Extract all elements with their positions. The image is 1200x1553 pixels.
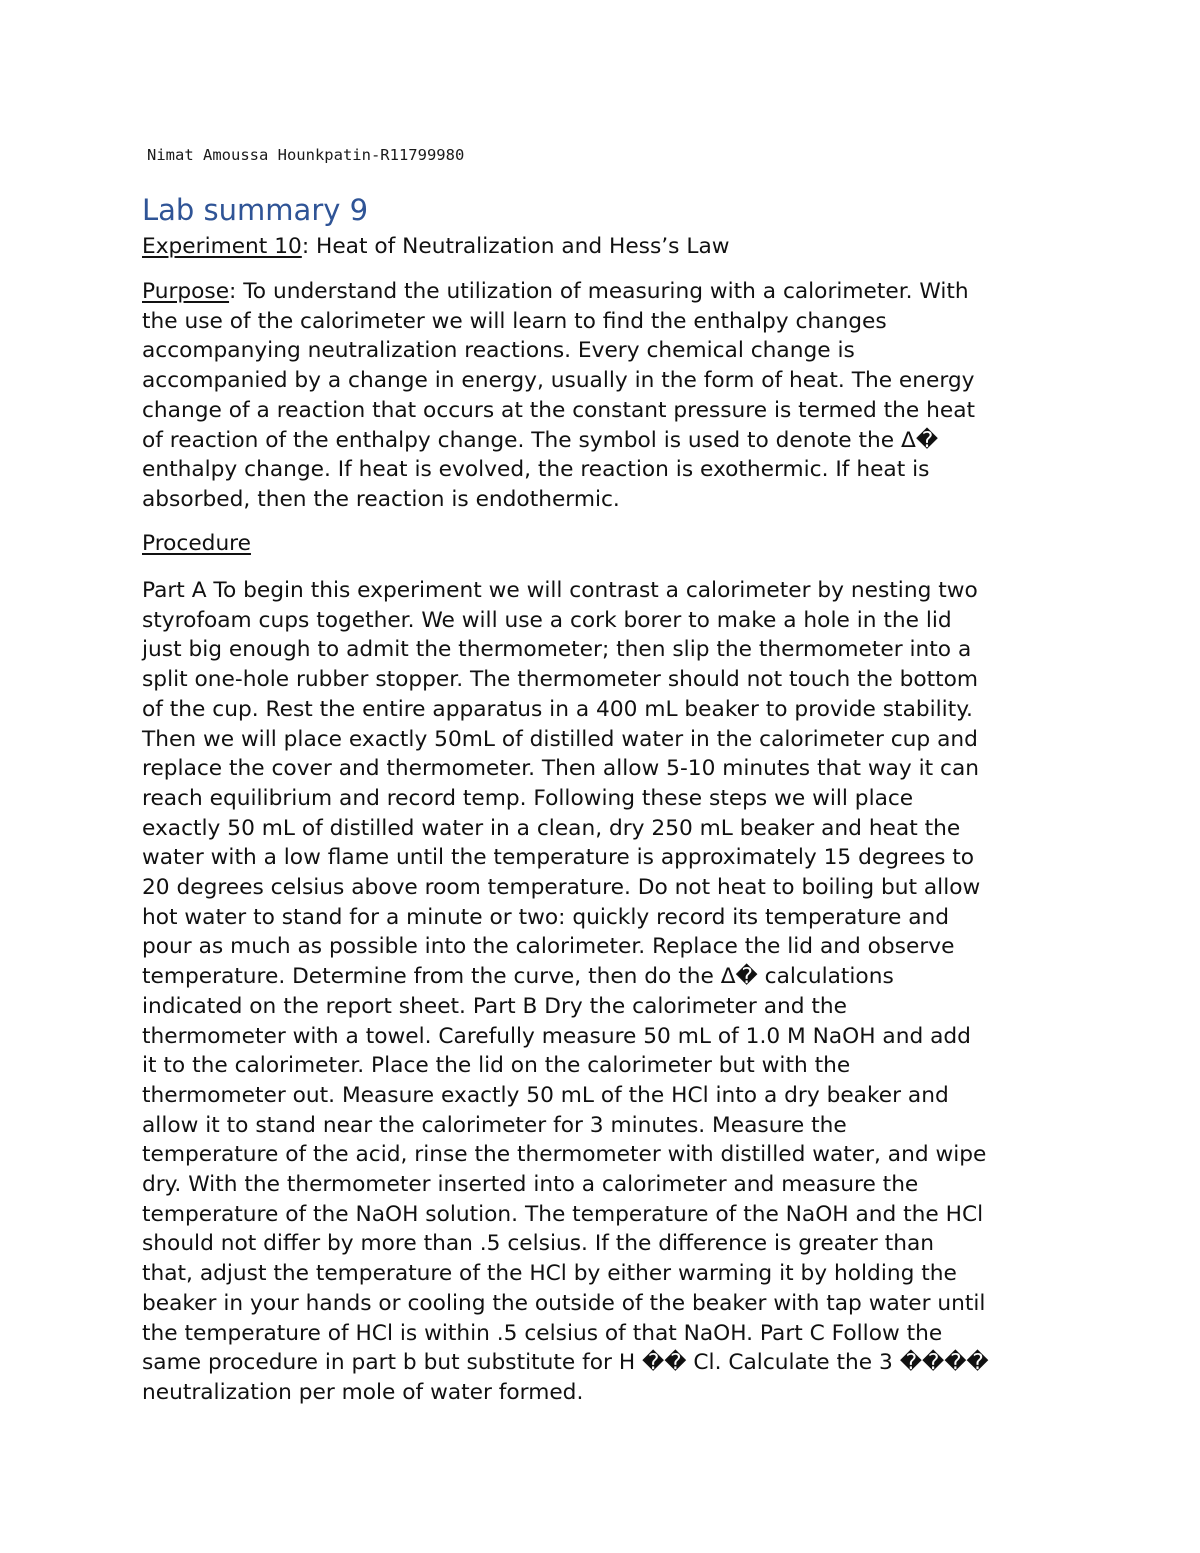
procedure-line: that, adjust the temperature of the HCl by either warming it by holding the	[142, 1261, 957, 1287]
procedure-line: temperature. Determine from the curve, then do the Δ� calculations	[142, 964, 894, 990]
procedure-line: the temperature of HCl is within .5 celsius of that NaOH. Part C Follow the	[142, 1320, 943, 1346]
procedure-line: it to the calorimeter. Place the lid on the calorimeter but with the	[142, 1053, 851, 1079]
procedure-line: water with a low flame until the temperature is approximately 15 degrees to	[142, 845, 975, 871]
purpose-line: Purpose: To understand the utilization of measuring with a calorimeter. With	[142, 279, 969, 304]
purpose-line: the use of the calorimeter we will learn to find the enthalpy changes	[142, 308, 887, 334]
procedure-line: should not differ by more than .5 celsius. If the difference is greater than	[142, 1231, 934, 1257]
procedure-line: Then we will place exactly 50mL of distilled water in the calorimeter cup and	[142, 726, 978, 752]
procedure-line: hot water to stand for a minute or two: quickly record its temperature and	[142, 904, 950, 930]
experiment-line	[142, 232, 1072, 262]
procedure-line: just big enough to admit the thermometer; then slip the thermometer into a	[142, 637, 972, 663]
purpose-paragraph	[142, 277, 1072, 515]
procedure-line: allow it to stand near the calorimeter for 3 minutes. Measure the	[142, 1112, 847, 1138]
purpose-label: Purpose	[142, 279, 230, 304]
experiment-title: Heat of Neutralization and Hess’s Law	[309, 234, 730, 259]
purpose-line: enthalpy change. If heat is evolved, the reaction is exothermic. If heat is	[142, 457, 930, 483]
purpose-line: accompanied by a change in energy, usually in the form of heat. The energy	[142, 368, 975, 394]
procedure-line: same procedure in part b but substitute for H �� Cl. Calculate the 3 ����	[142, 1350, 989, 1376]
experiment-label: Experiment 10	[142, 234, 302, 259]
procedure-line: temperature of the NaOH solution. The temperature of the NaOH and the HCl	[142, 1201, 984, 1227]
procedure-line: replace the cover and thermometer. Then allow 5-10 minutes that way it can	[142, 756, 980, 782]
procedure-heading: Procedure	[142, 531, 251, 556]
procedure-line: 20 degrees celsius above room temperature. Do not heat to boiling but allow	[142, 875, 981, 901]
procedure-line: of the cup. Rest the entire apparatus in a 400 mL beaker to provide stability.	[142, 696, 973, 722]
procedure-line: pour as much as possible into the calorimeter. Replace the lid and observe	[142, 934, 955, 960]
document-title: Lab summary 9	[142, 193, 369, 227]
procedure-line: styrofoam cups together. We will use a cork borer to make a hole in the lid	[142, 607, 952, 633]
purpose-line: of reaction of the enthalpy change. The symbol is used to denote the Δ�	[142, 427, 939, 453]
procedure-line: thermometer with a towel. Carefully measure 50 mL of 1.0 M NaOH and add	[142, 1023, 971, 1049]
procedure-line: neutralization per mole of water formed.	[142, 1379, 584, 1405]
purpose-line: absorbed, then the reaction is endothermic.	[142, 486, 620, 512]
purpose-line: accompanying neutralization reactions. Every chemical change is	[142, 338, 855, 364]
procedure-line: reach equilibrium and record temp. Following these steps we will place	[142, 785, 914, 811]
procedure-line: thermometer out. Measure exactly 50 mL of the HCl into a dry beaker and	[142, 1082, 949, 1108]
procedure-line: exactly 50 mL of distilled water in a clean, dry 250 mL beaker and heat the	[142, 815, 961, 841]
procedure-line: indicated on the report sheet. Part B Dry the calorimeter and the	[142, 993, 848, 1019]
procedure-line: split one-hole rubber stopper. The thermometer should not touch the bottom	[142, 667, 979, 693]
author-line: Nimat Amoussa Hounkpatin-R11799980	[147, 146, 465, 164]
experiment-separator: :	[301, 234, 310, 259]
procedure-line: dry. With the thermometer inserted into a calorimeter and measure the	[142, 1172, 919, 1198]
procedure-line: Part A To begin this experiment we will contrast a calorimeter by nesting two	[142, 578, 978, 603]
procedure-paragraph	[142, 576, 1072, 1408]
procedure-line: temperature of the acid, rinse the thermometer with distilled water, and wipe	[142, 1142, 987, 1168]
purpose-line: change of a reaction that occurs at the constant pressure is termed the heat	[142, 397, 976, 423]
procedure-line: beaker in your hands or cooling the outside of the beaker with tap water until	[142, 1290, 986, 1316]
